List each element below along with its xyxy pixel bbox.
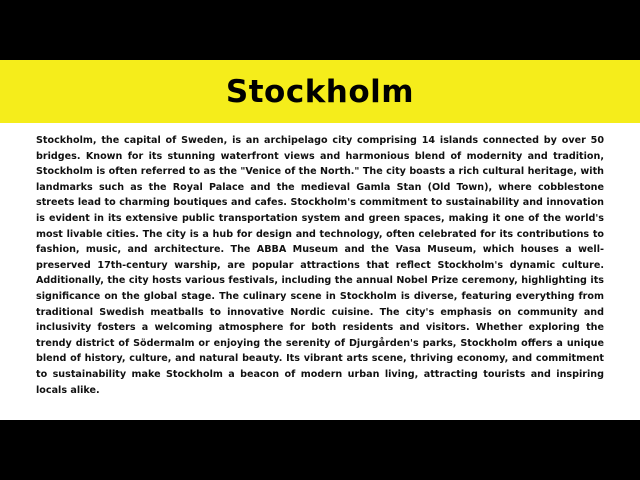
- letterbox-top: [0, 0, 640, 60]
- content-area: [0, 123, 640, 420]
- body-paragraph: Stockholm, the capital of Sweden, is an archipelago city comprising 14 islands connected by over 50 bridges. Known for its stunning waterfront views and harmonious blend of modernity and tradition, Stockholm is often referred to as the "Venice of the North." The city boasts a rich cultural heritage, with landmarks such as the Royal Palace and the medieval Gamla Stan (Old Town), where cobblestone streets lead to charming boutiques and cafes. Stockholm's commitment to sustainability and innovation is evident in its extensive public transportation system and green spaces, making it one of the world's most livable cities. The city is a hub for design and technology, often celebrated for its contributions to fashion, music, and architecture. The ABBA Museum and the Vasa Museum, which houses a well-preserved 17th-century warship, are popular attractions that reflect Stockholm's dynamic culture. Additionally, the city hosts various festivals, including the annual Nobel Prize ceremony, highlighting its significance on the global stage. The culinary scene in Stockholm is diverse, featuring everything from traditional Swedish meatballs to innovative Nordic cuisine. The city's emphasis on community and inclusivity fosters a welcoming atmosphere for both residents and visitors. Whether exploring the trendy district of Södermalm or enjoying the serenity of Djurgården's parks, Stockholm offers a unique blend of history, culture, and natural beauty. Its vibrant arts scene, thriving economy, and commitment to sustainability make Stockholm a beacon of modern urban living, attracting tourists and inspiring locals alike.: [36, 135, 604, 396]
- title-banner: [0, 60, 640, 123]
- page-title: Stockholm: [225, 73, 415, 110]
- letterbox-bottom: [0, 420, 640, 480]
